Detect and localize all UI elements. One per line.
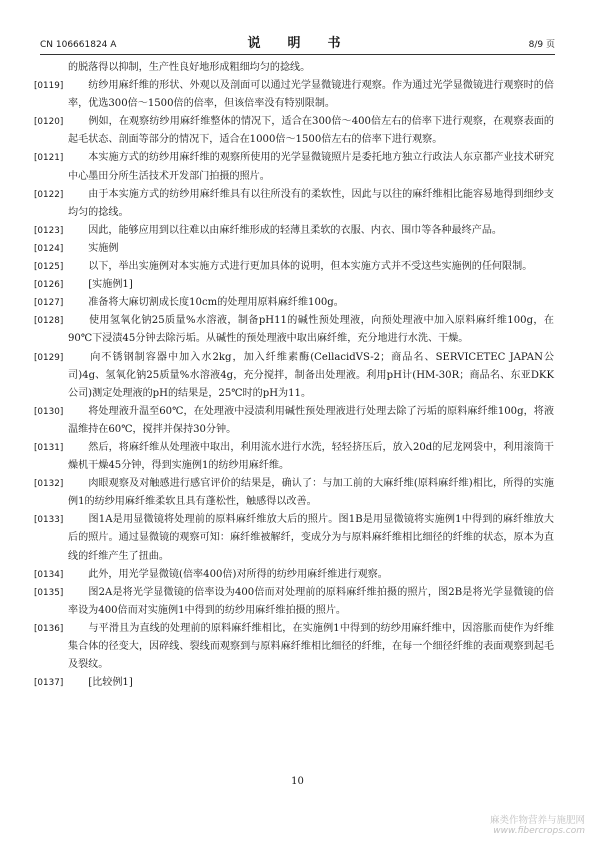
paragraph bbox=[34, 584, 554, 620]
paragraph bbox=[34, 475, 554, 511]
paragraph-number: [0131] bbox=[34, 442, 64, 453]
paragraph bbox=[34, 276, 554, 294]
paragraph bbox=[34, 566, 554, 584]
paragraph bbox=[68, 59, 554, 77]
paragraph-number: [0128] bbox=[34, 316, 64, 327]
paragraph bbox=[34, 77, 555, 113]
paragraph-number: [0122] bbox=[34, 189, 64, 200]
section-heading: [实施例1] bbox=[88, 279, 133, 291]
paragraph-text: 此外，用光学显微镜(倍率400倍)对所得的纺纱用麻纤维进行观察。 bbox=[88, 568, 388, 580]
paragraph-text: 肉眼观察及对触感进行感官评价的结果是，确认了：与加工前的大麻纤维(原料麻纤维)相比，所得的实施例1的纺纱用麻纤维柔软且具有蓬松性，触感得以改善。 bbox=[68, 478, 554, 508]
paragraph-text: 本实施方式的纺纱用麻纤维的观察所使用的光学显微镜照片是委托地方独立行政法人东京都产业技术研究中心墨田分所生活技术开发部门拍摄的照片。 bbox=[68, 152, 555, 182]
paragraph-text: 将处理液升温至60℃，在处理液中浸渍利用碱性预处理液进行处理去除了污垢的原料麻纤维100g，将液温维持在60℃，搅拌并保持30分钟。 bbox=[68, 405, 554, 435]
watermark-url: www.fibercrops.com bbox=[493, 826, 585, 836]
paragraph bbox=[34, 222, 554, 240]
paragraph bbox=[34, 113, 555, 149]
paragraph-text: 然后，将麻纤维从处理液中取出，利用流水进行水洗，轻轻挤压后，放入20d的尼龙网袋中，利用滚筒干燥机干燥45分钟，得到实施例1的纺纱用麻纤维。 bbox=[68, 441, 554, 472]
watermark bbox=[490, 812, 585, 836]
paragraph-number: [0126] bbox=[34, 280, 64, 291]
page-header bbox=[40, 32, 555, 55]
paragraph bbox=[34, 439, 554, 475]
paragraph-text: 由于本实施方式的纺纱用麻纤维具有以往所没有的柔软性，因此与以往的麻纤维相比能容易地得到细纱支均匀的捻线。 bbox=[68, 188, 555, 218]
paragraph-text: 的脱落得以抑制，生产性良好地形成粗细均匀的捻线。 bbox=[68, 62, 311, 73]
page-count: 8/9 页 bbox=[528, 40, 555, 50]
paragraph-number: [0129] bbox=[34, 352, 64, 363]
document-body bbox=[34, 59, 555, 692]
paragraph bbox=[34, 294, 554, 312]
paragraph-number: [0133] bbox=[34, 515, 64, 526]
paragraph-text: 纺纱用麻纤维的形状、外观以及剖面可以通过光学显微镜进行观察。作为通过光学显微镜进行观察时的倍率，优选300倍～1500倍的倍率，但该倍率没有特别限制。 bbox=[68, 80, 555, 110]
section-heading: 实施例 bbox=[88, 242, 119, 254]
paragraph-number: [0119] bbox=[34, 81, 64, 92]
paragraph-text: 与平滑且为直线的处理前的原料麻纤维相比，在实施例1中得到的纺纱用麻纤维中，因溶胀而使作为纤维集合体的径变大，因碎线、裂线而观察到与原料麻纤维相比细径的纤维，在每一个细径纤维的表面观察到起毛及裂纹。 bbox=[68, 622, 555, 671]
document-title: 说 明 书 bbox=[247, 36, 348, 51]
page-number: 10 bbox=[291, 776, 304, 787]
paragraph-number: [0132] bbox=[34, 479, 64, 490]
paragraph-number: [0124] bbox=[34, 243, 64, 254]
paragraph-text: 图1A是用显微镜将处理前的原料麻纤维放大后的照片。图1B是用显微镜将实施例1中得到的麻纤维放大后的照片。通过显微镜的观察可知：麻纤维被解纤，变成分为与原料麻纤维相比细径的纤维的状态，原本为直线的纤维产生了扭曲。 bbox=[68, 514, 554, 562]
paragraph-number: [0137] bbox=[34, 678, 64, 689]
paragraph-number: [0135] bbox=[34, 587, 64, 598]
paragraph-number: [0134] bbox=[34, 569, 64, 580]
section-heading: [比较例1] bbox=[88, 677, 133, 689]
paragraph-text: 准备将大麻切割成长度10cm的处理用原料麻纤维100g。 bbox=[88, 297, 344, 309]
paragraph-text: 向不锈钢制容器中加入水2kg，加入纤维素酶(CellacidVS-2；商品名、SERVICETEC JAPAN公司)4g、氢氧化钠25质量%水溶液4g，充分搅拌，制备出处理液。利用pH计(HM-30R；商品名、东亚DKK公司)测定处理液的pH的结果是，25℃时的pH为11。 bbox=[68, 351, 555, 399]
paragraph-number: [0121] bbox=[34, 153, 64, 164]
paragraph bbox=[34, 403, 554, 439]
paragraph bbox=[34, 312, 554, 348]
paragraph-text: 因此，能够应用到以往难以由麻纤维形成的轻薄且柔软的衣服、内衣、围巾等各种最终产品。 bbox=[88, 224, 503, 236]
paragraph-text: 图2A是将光学显微镜的倍率设为400倍而对处理前的原料麻纤维拍摄的照片，图2B是将光学显微镜的倍率设为400倍而对实施例1中得到的纺纱用麻纤维拍摄的照片。 bbox=[68, 586, 554, 616]
publication-number: CN 106661824 A bbox=[40, 40, 117, 50]
paragraph bbox=[34, 674, 554, 692]
paragraph-text: 使用氢氧化钠25质量%水溶液，制备pH11的碱性预处理液，向预处理液中加入原料麻纤维100g，在90℃下浸渍45分钟去除污垢。从碱性的预处理液中取出麻纤维，充分地进行水洗、干燥。 bbox=[68, 315, 554, 345]
paragraph bbox=[34, 240, 554, 258]
paragraph-number: [0136] bbox=[34, 623, 64, 634]
paragraph-number: [0123] bbox=[34, 225, 64, 236]
paragraph bbox=[34, 149, 555, 185]
paragraph-text: 例如，在观察纺纱用麻纤维整体的情况下，适合在300倍～400倍左右的倍率下进行观察，在观察表面的起毛状态、剖面等部分的情况下，适合在1000倍～1500倍左右的倍率下进行观察。 bbox=[68, 116, 555, 146]
paragraph bbox=[34, 511, 554, 565]
paragraph-number: [0125] bbox=[34, 262, 64, 273]
paragraph-number: [0130] bbox=[34, 406, 64, 417]
paragraph bbox=[34, 186, 555, 222]
paragraph-text: 以下，举出实施例对本实施方式进行更加具体的说明，但本实施方式并不受这些实施例的任何限制。 bbox=[88, 261, 533, 273]
paragraph bbox=[34, 258, 554, 276]
paragraph-number: [0120] bbox=[34, 117, 64, 128]
paragraph-number: [0127] bbox=[34, 298, 64, 309]
paragraph bbox=[34, 349, 555, 403]
paragraph bbox=[34, 620, 555, 674]
watermark-site-name: 麻类作物营养与施肥网 bbox=[489, 815, 585, 826]
